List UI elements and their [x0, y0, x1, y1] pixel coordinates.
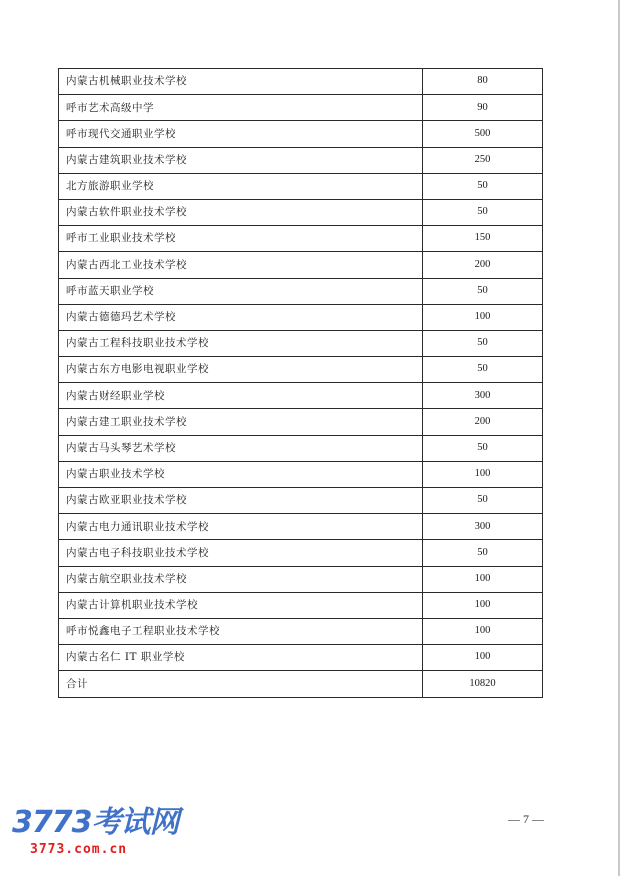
quota-value-cell: 100: [423, 645, 543, 671]
page-number: — 7 —: [508, 812, 544, 826]
table-row: [59, 514, 543, 540]
table-row: [59, 461, 543, 487]
quota-value-cell: 150: [423, 226, 543, 252]
quota-value-cell: 300: [423, 383, 543, 409]
school-name-cell: 内蒙古航空职业技术学校: [59, 566, 423, 592]
quota-value-cell: 50: [423, 330, 543, 356]
table-row: [59, 618, 543, 644]
table-row: [59, 592, 543, 618]
enrollment-table: [58, 68, 543, 698]
quota-value-cell: 100: [423, 304, 543, 330]
table-row: [59, 121, 543, 147]
table-row: [59, 69, 543, 95]
quota-value-cell: 50: [423, 357, 543, 383]
school-name-cell: 呼市工业职业技术学校: [59, 226, 423, 252]
school-name-cell: 北方旅游职业学校: [59, 173, 423, 199]
table-row: [59, 383, 543, 409]
school-name-cell: 内蒙古马头琴艺术学校: [59, 435, 423, 461]
table-row: [59, 435, 543, 461]
quota-value-cell: 200: [423, 252, 543, 278]
quota-value-cell: 50: [423, 199, 543, 225]
quota-value-cell: 80: [423, 69, 543, 95]
site-watermark-logo: [10, 805, 190, 868]
table-row: [59, 357, 543, 383]
school-name-cell: 内蒙古工程科技职业技术学校: [59, 330, 423, 356]
school-name-cell: 呼市悦鑫电子工程职业技术学校: [59, 618, 423, 644]
table-row: [59, 173, 543, 199]
quota-value-cell: 100: [423, 592, 543, 618]
school-name-cell: 内蒙古名仁 IT 职业学校: [59, 645, 423, 671]
quota-value-cell: 500: [423, 121, 543, 147]
school-name-cell: 内蒙古财经职业学校: [59, 383, 423, 409]
school-name-cell: 内蒙古软件职业技术学校: [59, 199, 423, 225]
school-name-cell: 呼市艺术高级中学: [59, 95, 423, 121]
school-name-cell: 内蒙古西北工业技术学校: [59, 252, 423, 278]
quota-value-cell: 250: [423, 147, 543, 173]
quota-value-cell: 100: [423, 618, 543, 644]
school-name-cell: 内蒙古东方电影电视职业学校: [59, 357, 423, 383]
school-name-cell: 合计: [59, 671, 423, 697]
school-name-cell: 内蒙古机械职业技术学校: [59, 69, 423, 95]
table-row: [59, 147, 543, 173]
table-row: [59, 199, 543, 225]
table-row: [59, 252, 543, 278]
school-name-cell: 内蒙古德德玛艺术学校: [59, 304, 423, 330]
table-row: [59, 566, 543, 592]
school-name-cell: 内蒙古建筑职业技术学校: [59, 147, 423, 173]
school-name-cell: 呼市蓝天职业学校: [59, 278, 423, 304]
quota-value-cell: 100: [423, 566, 543, 592]
quota-value-cell: 50: [423, 435, 543, 461]
quota-value-cell: 50: [423, 173, 543, 199]
table-row: [59, 540, 543, 566]
quota-value-cell: 200: [423, 409, 543, 435]
table-row: [59, 304, 543, 330]
table-row: [59, 330, 543, 356]
table-body: [59, 69, 543, 698]
table-row: [59, 278, 543, 304]
school-name-cell: 内蒙古电力通讯职业技术学校: [59, 514, 423, 540]
table-row: [59, 645, 543, 671]
table-row: [59, 95, 543, 121]
quota-value-cell: 10820: [423, 671, 543, 697]
quota-value-cell: 300: [423, 514, 543, 540]
watermark-url: 3773.com.cn: [30, 842, 128, 857]
table-row: [59, 488, 543, 514]
school-name-cell: 内蒙古建工职业技术学校: [59, 409, 423, 435]
table-row: [59, 226, 543, 252]
school-name-cell: 内蒙古计算机职业技术学校: [59, 592, 423, 618]
quota-value-cell: 50: [423, 488, 543, 514]
quota-value-cell: 50: [423, 540, 543, 566]
school-name-cell: 呼市现代交通职业学校: [59, 121, 423, 147]
quota-value-cell: 90: [423, 95, 543, 121]
school-name-cell: 内蒙古欧亚职业技术学校: [59, 488, 423, 514]
table-row: [59, 409, 543, 435]
watermark-title: 3773考试网: [12, 805, 179, 840]
quota-value-cell: 50: [423, 278, 543, 304]
table-row: [59, 671, 543, 697]
school-name-cell: 内蒙古电子科技职业技术学校: [59, 540, 423, 566]
school-name-cell: 内蒙古职业技术学校: [59, 461, 423, 487]
quota-value-cell: 100: [423, 461, 543, 487]
